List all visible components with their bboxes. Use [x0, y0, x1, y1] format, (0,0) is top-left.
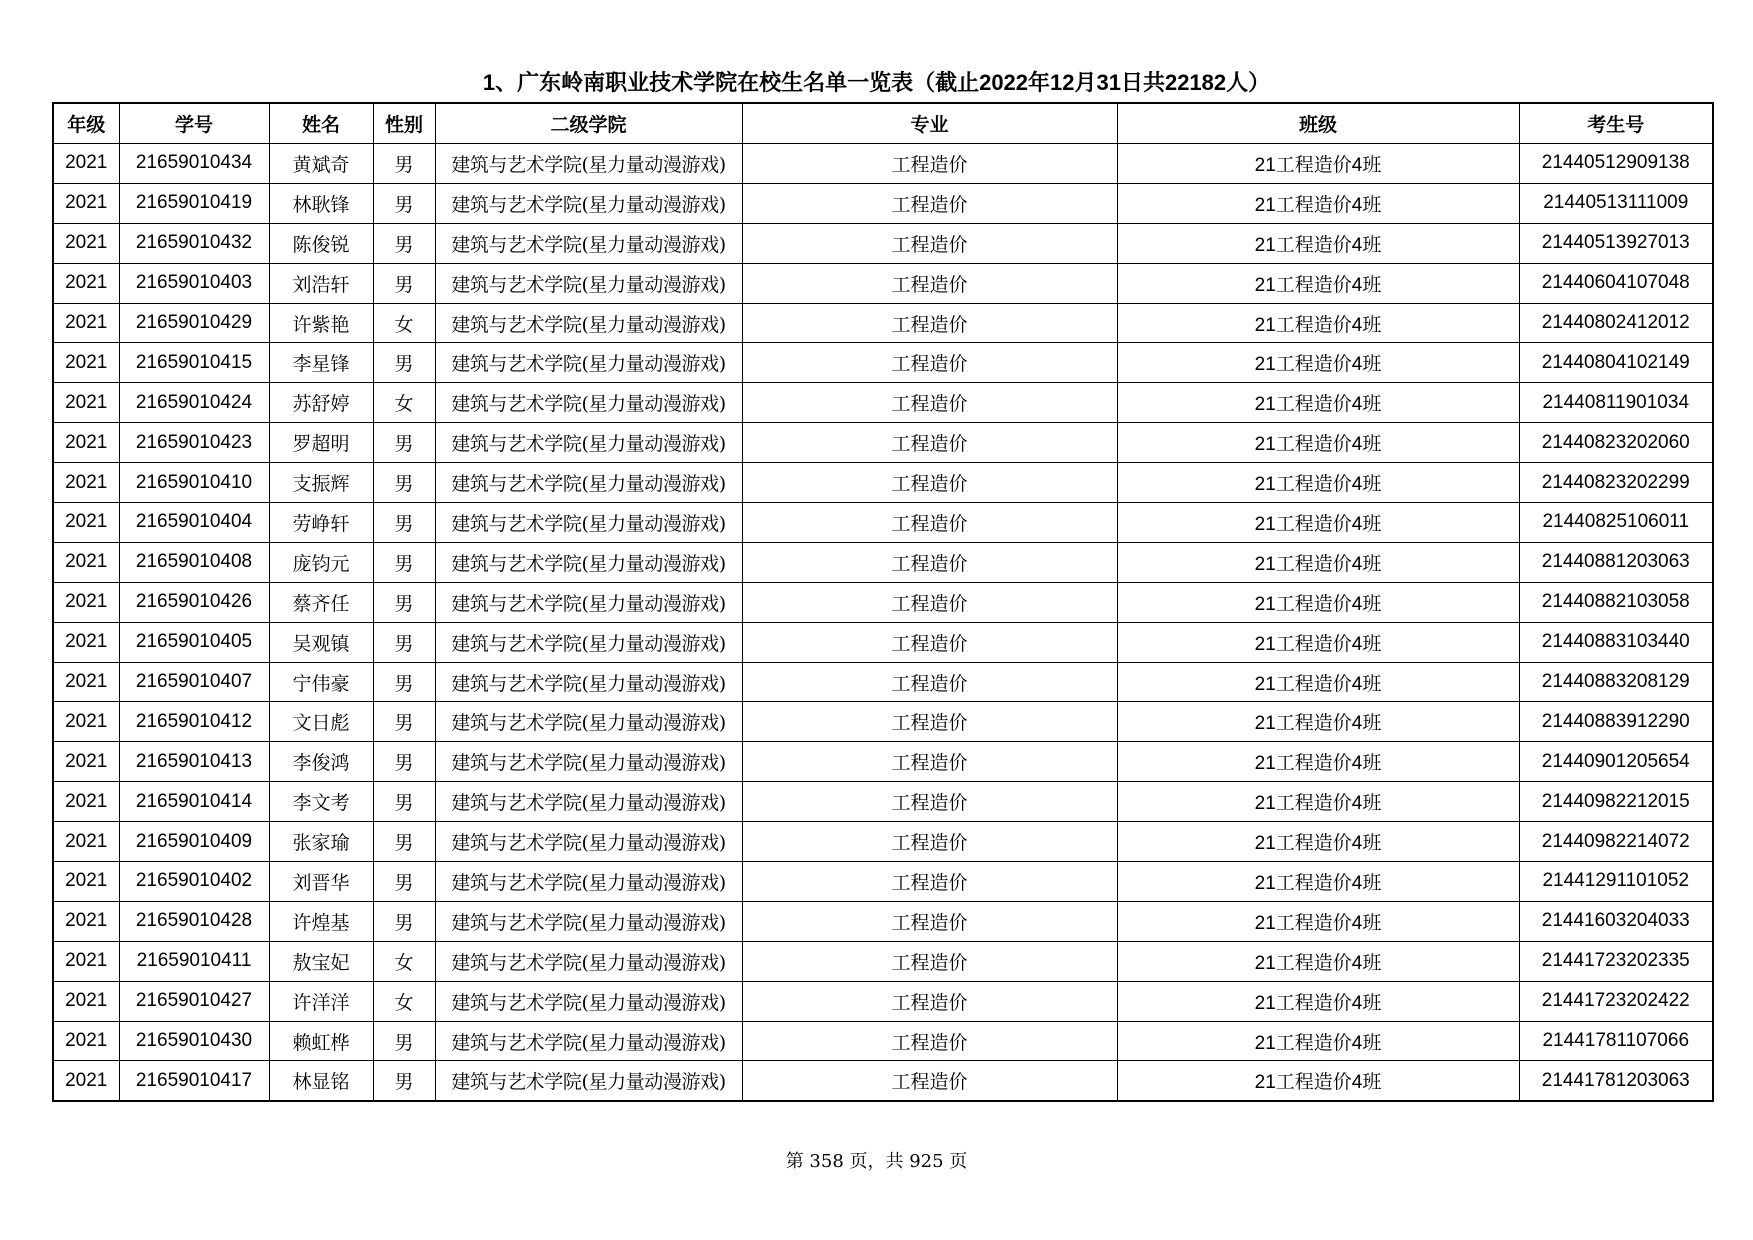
- gender-cell: 男: [373, 662, 435, 702]
- class-cell: 21工程造价4班: [1117, 223, 1519, 263]
- grade-cell: 2021: [53, 662, 119, 702]
- major-cell: 工程造价: [742, 503, 1117, 543]
- gender-cell: 男: [373, 144, 435, 184]
- exam-number-cell: 21440512909138: [1519, 144, 1713, 184]
- class-cell: 21工程造价4班: [1117, 423, 1519, 463]
- student-id-cell: 21659010428: [119, 901, 269, 941]
- grade-cell: 2021: [53, 303, 119, 343]
- exam-number-cell: 21440883103440: [1519, 622, 1713, 662]
- student-id-cell: 21659010415: [119, 343, 269, 383]
- grade-cell: 2021: [53, 343, 119, 383]
- class-cell: 21工程造价4班: [1117, 1021, 1519, 1061]
- student-id-cell: 21659010413: [119, 742, 269, 782]
- student-id-cell: 21659010414: [119, 782, 269, 822]
- major-cell: 工程造价: [742, 782, 1117, 822]
- gender-cell: 男: [373, 263, 435, 303]
- major-cell: 工程造价: [742, 941, 1117, 981]
- grade-cell: 2021: [53, 941, 119, 981]
- gender-cell: 男: [373, 503, 435, 543]
- grade-cell: 2021: [53, 862, 119, 902]
- name-cell: 李文考: [269, 782, 373, 822]
- name-cell: 敖宝妃: [269, 941, 373, 981]
- student-roster-table: [52, 102, 1714, 1102]
- table-row: [53, 862, 1713, 902]
- gender-cell: 女: [373, 981, 435, 1021]
- college-cell: 建筑与艺术学院(星力量动漫游戏): [435, 223, 742, 263]
- table-row: [53, 782, 1713, 822]
- table-row: [53, 144, 1713, 184]
- name-cell: 吴观镇: [269, 622, 373, 662]
- gender-cell: 男: [373, 702, 435, 742]
- student-id-cell: 21659010409: [119, 822, 269, 862]
- class-cell: 21工程造价4班: [1117, 981, 1519, 1021]
- student-id-cell: 21659010419: [119, 183, 269, 223]
- name-cell: 林耿锋: [269, 183, 373, 223]
- table-row: [53, 662, 1713, 702]
- class-cell: 21工程造价4班: [1117, 941, 1519, 981]
- student-id-cell: 21659010403: [119, 263, 269, 303]
- class-cell: 21工程造价4班: [1117, 862, 1519, 902]
- college-cell: 建筑与艺术学院(星力量动漫游戏): [435, 981, 742, 1021]
- class-cell: 21工程造价4班: [1117, 702, 1519, 742]
- gender-cell: 男: [373, 742, 435, 782]
- grade-cell: 2021: [53, 383, 119, 423]
- name-cell: 罗超明: [269, 423, 373, 463]
- column-header-grade: 年级: [53, 103, 119, 144]
- student-id-cell: 21659010402: [119, 862, 269, 902]
- major-cell: 工程造价: [742, 223, 1117, 263]
- student-id-cell: 21659010427: [119, 981, 269, 1021]
- grade-cell: 2021: [53, 981, 119, 1021]
- exam-number-cell: 21441723202422: [1519, 981, 1713, 1021]
- class-cell: 21工程造价4班: [1117, 343, 1519, 383]
- class-cell: 21工程造价4班: [1117, 463, 1519, 503]
- college-cell: 建筑与艺术学院(星力量动漫游戏): [435, 463, 742, 503]
- student-id-cell: 21659010404: [119, 503, 269, 543]
- table-row: [53, 1061, 1713, 1101]
- column-header-exam-number: 考生号: [1519, 103, 1713, 144]
- gender-cell: 男: [373, 463, 435, 503]
- column-header-student-id: 学号: [119, 103, 269, 144]
- exam-number-cell: 21440982212015: [1519, 782, 1713, 822]
- college-cell: 建筑与艺术学院(星力量动漫游戏): [435, 901, 742, 941]
- page-number: 第 358 页，共 925 页: [785, 1151, 968, 1172]
- gender-cell: 男: [373, 423, 435, 463]
- table-row: [53, 702, 1713, 742]
- gender-cell: 男: [373, 782, 435, 822]
- student-id-cell: 21659010426: [119, 582, 269, 622]
- exam-number-cell: 21440825106011: [1519, 503, 1713, 543]
- table-row: [53, 343, 1713, 383]
- column-header-college: 二级学院: [435, 103, 742, 144]
- grade-cell: 2021: [53, 503, 119, 543]
- major-cell: 工程造价: [742, 702, 1117, 742]
- exam-number-cell: 21440823202060: [1519, 423, 1713, 463]
- gender-cell: 男: [373, 223, 435, 263]
- major-cell: 工程造价: [742, 1021, 1117, 1061]
- grade-cell: 2021: [53, 1021, 119, 1061]
- college-cell: 建筑与艺术学院(星力量动漫游戏): [435, 542, 742, 582]
- name-cell: 张家瑜: [269, 822, 373, 862]
- page-title: 1、广东岭南职业技术学院在校生名单一览表（截止2022年12月31日共22182人）: [482, 70, 1271, 95]
- table-row: [53, 263, 1713, 303]
- major-cell: 工程造价: [742, 582, 1117, 622]
- college-cell: 建筑与艺术学院(星力量动漫游戏): [435, 822, 742, 862]
- exam-number-cell: 21441781203063: [1519, 1061, 1713, 1101]
- exam-number-cell: 21440513927013: [1519, 223, 1713, 263]
- college-cell: 建筑与艺术学院(星力量动漫游戏): [435, 383, 742, 423]
- student-id-cell: 21659010423: [119, 423, 269, 463]
- table-row: [53, 742, 1713, 782]
- major-cell: 工程造价: [742, 423, 1117, 463]
- student-id-cell: 21659010432: [119, 223, 269, 263]
- grade-cell: 2021: [53, 742, 119, 782]
- student-id-cell: 21659010429: [119, 303, 269, 343]
- class-cell: 21工程造价4班: [1117, 622, 1519, 662]
- table-row: [53, 183, 1713, 223]
- grade-cell: 2021: [53, 782, 119, 822]
- class-cell: 21工程造价4班: [1117, 1061, 1519, 1101]
- major-cell: 工程造价: [742, 383, 1117, 423]
- class-cell: 21工程造价4班: [1117, 542, 1519, 582]
- major-cell: 工程造价: [742, 742, 1117, 782]
- class-cell: 21工程造价4班: [1117, 782, 1519, 822]
- class-cell: 21工程造价4班: [1117, 822, 1519, 862]
- grade-cell: 2021: [53, 542, 119, 582]
- exam-number-cell: 21440804102149: [1519, 343, 1713, 383]
- college-cell: 建筑与艺术学院(星力量动漫游戏): [435, 862, 742, 902]
- exam-number-cell: 21440882103058: [1519, 582, 1713, 622]
- table-body: [53, 144, 1713, 1102]
- exam-number-cell: 21440982214072: [1519, 822, 1713, 862]
- grade-cell: 2021: [53, 183, 119, 223]
- gender-cell: 男: [373, 1021, 435, 1061]
- gender-cell: 男: [373, 542, 435, 582]
- grade-cell: 2021: [53, 822, 119, 862]
- table-row: [53, 303, 1713, 343]
- class-cell: 21工程造价4班: [1117, 503, 1519, 543]
- grade-cell: 2021: [53, 1061, 119, 1101]
- major-cell: 工程造价: [742, 303, 1117, 343]
- major-cell: 工程造价: [742, 144, 1117, 184]
- table-row: [53, 901, 1713, 941]
- college-cell: 建筑与艺术学院(星力量动漫游戏): [435, 1021, 742, 1061]
- class-cell: 21工程造价4班: [1117, 383, 1519, 423]
- student-id-cell: 21659010424: [119, 383, 269, 423]
- grade-cell: 2021: [53, 263, 119, 303]
- major-cell: 工程造价: [742, 622, 1117, 662]
- column-header-gender: 性别: [373, 103, 435, 144]
- college-cell: 建筑与艺术学院(星力量动漫游戏): [435, 343, 742, 383]
- name-cell: 宁伟豪: [269, 662, 373, 702]
- grade-cell: 2021: [53, 423, 119, 463]
- name-cell: 赖虹桦: [269, 1021, 373, 1061]
- table-row: [53, 223, 1713, 263]
- major-cell: 工程造价: [742, 981, 1117, 1021]
- gender-cell: 男: [373, 622, 435, 662]
- major-cell: 工程造价: [742, 862, 1117, 902]
- class-cell: 21工程造价4班: [1117, 582, 1519, 622]
- gender-cell: 女: [373, 383, 435, 423]
- major-cell: 工程造价: [742, 463, 1117, 503]
- gender-cell: 男: [373, 1061, 435, 1101]
- college-cell: 建筑与艺术学院(星力量动漫游戏): [435, 662, 742, 702]
- grade-cell: 2021: [53, 622, 119, 662]
- column-header-class: 班级: [1117, 103, 1519, 144]
- college-cell: 建筑与艺术学院(星力量动漫游戏): [435, 183, 742, 223]
- table-row: [53, 981, 1713, 1021]
- exam-number-cell: 21441603204033: [1519, 901, 1713, 941]
- exam-number-cell: 21440811901034: [1519, 383, 1713, 423]
- college-cell: 建筑与艺术学院(星力量动漫游戏): [435, 1061, 742, 1101]
- class-cell: 21工程造价4班: [1117, 303, 1519, 343]
- major-cell: 工程造价: [742, 1061, 1117, 1101]
- column-header-name: 姓名: [269, 103, 373, 144]
- major-cell: 工程造价: [742, 343, 1117, 383]
- grade-cell: 2021: [53, 582, 119, 622]
- exam-number-cell: 21440883208129: [1519, 662, 1713, 702]
- exam-number-cell: 21441723202335: [1519, 941, 1713, 981]
- table-row: [53, 582, 1713, 622]
- grade-cell: 2021: [53, 144, 119, 184]
- name-cell: 刘浩轩: [269, 263, 373, 303]
- name-cell: 庞钧元: [269, 542, 373, 582]
- name-cell: 许煌基: [269, 901, 373, 941]
- major-cell: 工程造价: [742, 901, 1117, 941]
- name-cell: 苏舒婷: [269, 383, 373, 423]
- table-row: [53, 423, 1713, 463]
- gender-cell: 男: [373, 343, 435, 383]
- college-cell: 建筑与艺术学院(星力量动漫游戏): [435, 423, 742, 463]
- college-cell: 建筑与艺术学院(星力量动漫游戏): [435, 941, 742, 981]
- student-id-cell: 21659010410: [119, 463, 269, 503]
- name-cell: 支振辉: [269, 463, 373, 503]
- exam-number-cell: 21440901205654: [1519, 742, 1713, 782]
- major-cell: 工程造价: [742, 263, 1117, 303]
- table-row: [53, 503, 1713, 543]
- exam-number-cell: 21440883912290: [1519, 702, 1713, 742]
- name-cell: 劳峥轩: [269, 503, 373, 543]
- major-cell: 工程造价: [742, 542, 1117, 582]
- table-row: [53, 463, 1713, 503]
- student-id-cell: 21659010430: [119, 1021, 269, 1061]
- class-cell: 21工程造价4班: [1117, 742, 1519, 782]
- name-cell: 林显铭: [269, 1061, 373, 1101]
- grade-cell: 2021: [53, 702, 119, 742]
- gender-cell: 男: [373, 901, 435, 941]
- gender-cell: 女: [373, 941, 435, 981]
- column-header-major: 专业: [742, 103, 1117, 144]
- exam-number-cell: 21440802412012: [1519, 303, 1713, 343]
- student-id-cell: 21659010417: [119, 1061, 269, 1101]
- student-id-cell: 21659010407: [119, 662, 269, 702]
- college-cell: 建筑与艺术学院(星力量动漫游戏): [435, 303, 742, 343]
- table-row: [53, 822, 1713, 862]
- table-row: [53, 622, 1713, 662]
- name-cell: 许紫艳: [269, 303, 373, 343]
- student-id-cell: 21659010405: [119, 622, 269, 662]
- college-cell: 建筑与艺术学院(星力量动漫游戏): [435, 622, 742, 662]
- gender-cell: 男: [373, 183, 435, 223]
- exam-number-cell: 21441291101052: [1519, 862, 1713, 902]
- name-cell: 刘晋华: [269, 862, 373, 902]
- grade-cell: 2021: [53, 463, 119, 503]
- name-cell: 蔡齐任: [269, 582, 373, 622]
- exam-number-cell: 21440604107048: [1519, 263, 1713, 303]
- name-cell: 陈俊锐: [269, 223, 373, 263]
- class-cell: 21工程造价4班: [1117, 263, 1519, 303]
- class-cell: 21工程造价4班: [1117, 183, 1519, 223]
- gender-cell: 男: [373, 822, 435, 862]
- college-cell: 建筑与艺术学院(星力量动漫游戏): [435, 742, 742, 782]
- name-cell: 李星锋: [269, 343, 373, 383]
- college-cell: 建筑与艺术学院(星力量动漫游戏): [435, 702, 742, 742]
- student-id-cell: 21659010412: [119, 702, 269, 742]
- table-row: [53, 1021, 1713, 1061]
- student-id-cell: 21659010434: [119, 144, 269, 184]
- major-cell: 工程造价: [742, 662, 1117, 702]
- name-cell: 黄斌奇: [269, 144, 373, 184]
- grade-cell: 2021: [53, 901, 119, 941]
- college-cell: 建筑与艺术学院(星力量动漫游戏): [435, 263, 742, 303]
- student-id-cell: 21659010408: [119, 542, 269, 582]
- table-header-row: [53, 103, 1713, 144]
- college-cell: 建筑与艺术学院(星力量动漫游戏): [435, 144, 742, 184]
- exam-number-cell: 21441781107066: [1519, 1021, 1713, 1061]
- name-cell: 文日彪: [269, 702, 373, 742]
- exam-number-cell: 21440881203063: [1519, 542, 1713, 582]
- college-cell: 建筑与艺术学院(星力量动漫游戏): [435, 503, 742, 543]
- name-cell: 李俊鸿: [269, 742, 373, 782]
- table-row: [53, 383, 1713, 423]
- class-cell: 21工程造价4班: [1117, 901, 1519, 941]
- student-id-cell: 21659010411: [119, 941, 269, 981]
- table-row: [53, 941, 1713, 981]
- major-cell: 工程造价: [742, 183, 1117, 223]
- exam-number-cell: 21440513111009: [1519, 183, 1713, 223]
- gender-cell: 男: [373, 862, 435, 902]
- class-cell: 21工程造价4班: [1117, 662, 1519, 702]
- grade-cell: 2021: [53, 223, 119, 263]
- college-cell: 建筑与艺术学院(星力量动漫游戏): [435, 582, 742, 622]
- college-cell: 建筑与艺术学院(星力量动漫游戏): [435, 782, 742, 822]
- table-row: [53, 542, 1713, 582]
- gender-cell: 女: [373, 303, 435, 343]
- exam-number-cell: 21440823202299: [1519, 463, 1713, 503]
- name-cell: 许洋洋: [269, 981, 373, 1021]
- major-cell: 工程造价: [742, 822, 1117, 862]
- class-cell: 21工程造价4班: [1117, 144, 1519, 184]
- gender-cell: 男: [373, 582, 435, 622]
